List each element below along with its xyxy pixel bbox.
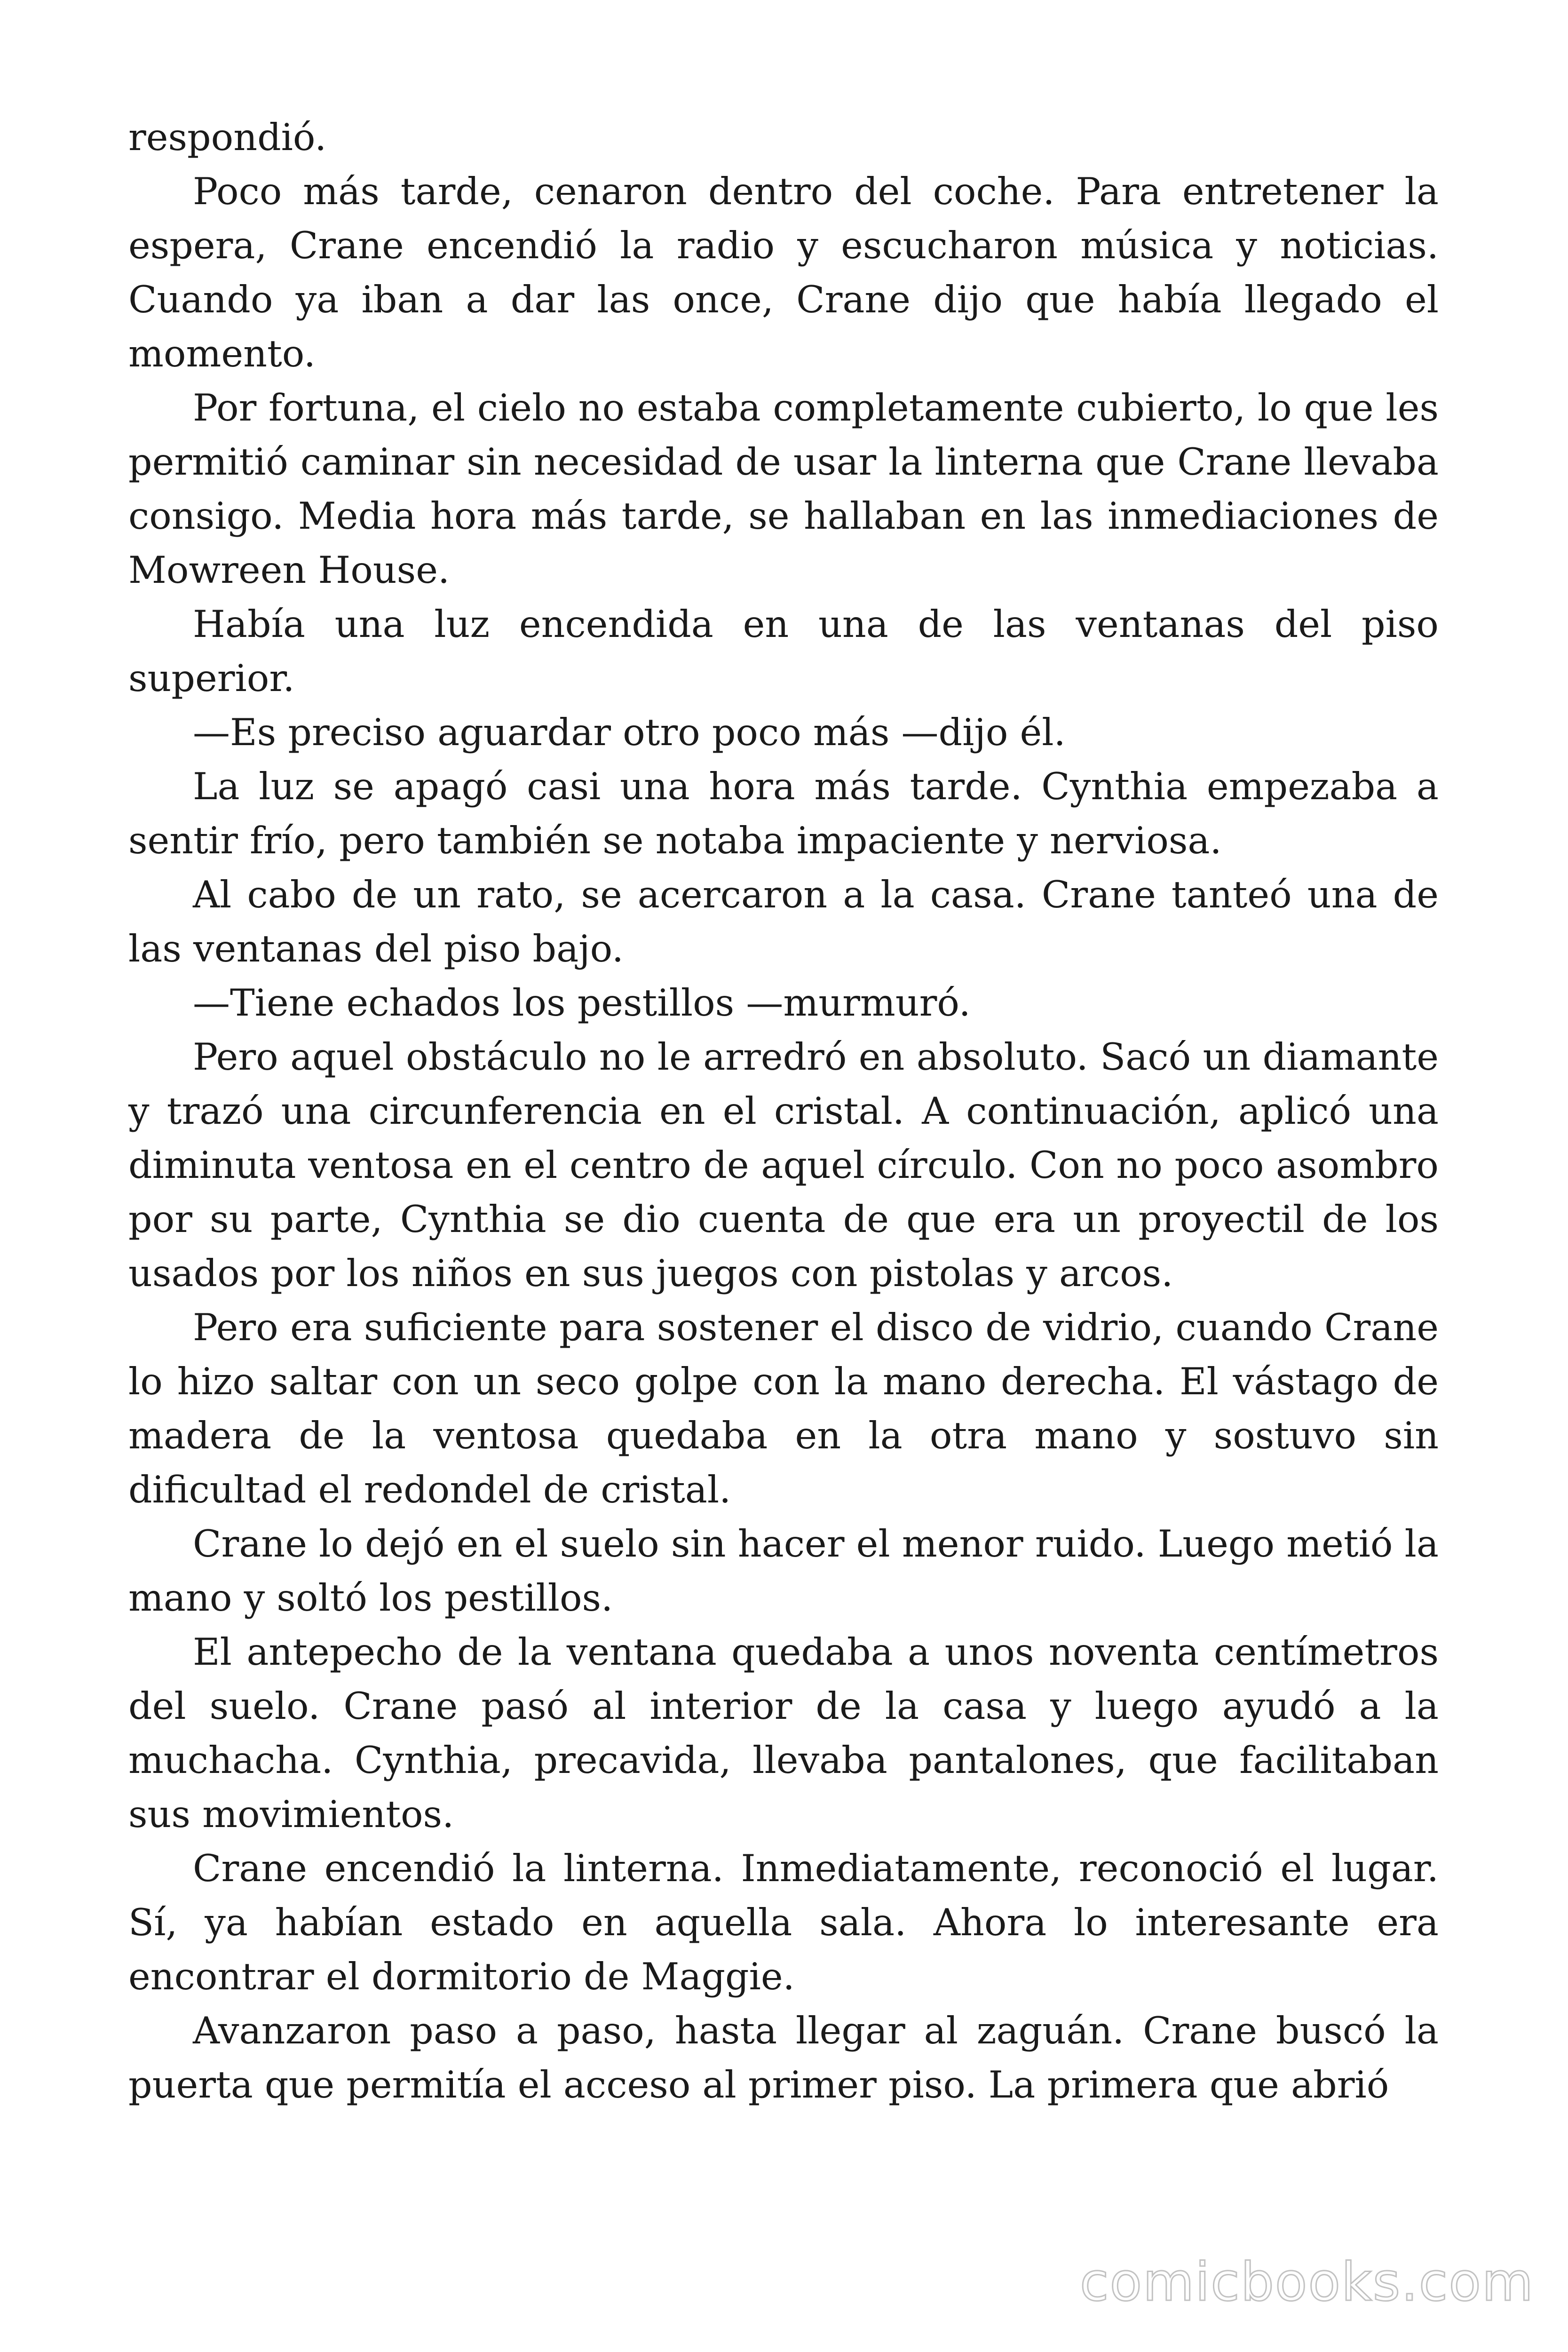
paragraph: Crane lo dejó en el suelo sin hacer el menor ruido. Luego metió la mano y soltó los pestillos. xyxy=(128,1522,1439,1620)
paragraph: Había una luz encendida en una de las ventanas del piso superior. xyxy=(128,603,1439,700)
paragraph: Poco más tarde, cenaron dentro del coche. Para entretener la espera, Crane encendió la radio y escucharon música y noticias. Cuando ya iban a dar las once, Crane dijo que había llegado el momento. xyxy=(128,170,1439,375)
paragraph: Al cabo de un rato, se acercaron a la casa. Crane tanteó una de las ventanas del piso bajo. xyxy=(128,873,1439,970)
page-body-text xyxy=(128,111,1439,2256)
paragraph: —Es preciso aguardar otro poco más —dijo él. xyxy=(193,711,1066,754)
paragraph: Por fortuna, el cielo no estaba completamente cubierto, lo que les permitió caminar sin necesidad de usar la linterna que Crane llevaba consigo. Media hora más tarde, se hallaban en las inmediaciones de Mowreen House. xyxy=(128,386,1439,592)
paragraph: La luz se apagó casi una hora más tarde. Cynthia empezaba a sentir frío, pero también se notaba impaciente y nerviosa. xyxy=(128,765,1439,862)
paragraph: Pero aquel obstáculo no le arredró en absoluto. Sacó un diamante y trazó una circunferencia en el cristal. A continuación, aplicó una diminuta ventosa en el centro de aquel círculo. Con no poco asombro por su parte, Cynthia se dio cuenta de que era un proyectil de los usados por los niños en sus juegos con pistolas y arcos. xyxy=(128,1035,1439,1295)
watermark: comicbooks.com xyxy=(1079,2252,1534,2313)
paragraph: Crane encendió la linterna. Inmediatamente, reconoció el lugar. Sí, ya habían estado en aquella sala. Ahora lo interesante era encontrar el dormitorio de Maggie. xyxy=(128,1847,1439,1998)
paragraph: respondió. xyxy=(128,116,327,159)
paragraph: —Tiene echados los pestillos —murmuró. xyxy=(193,981,971,1025)
paragraph: El antepecho de la ventana quedaba a unos noventa centímetros del suelo. Crane pasó al interior de la casa y luego ayudó a la muchacha. Cynthia, precavida, llevaba pantalones, que facilitaban sus movimientos. xyxy=(128,1630,1439,1836)
paragraph: Avanzaron paso a paso, hasta llegar al zaguán. Crane buscó la puerta que permitía el acceso al primer piso. La primera que abrió xyxy=(128,2009,1439,2106)
paragraph: Pero era suficiente para sostener el disco de vidrio, cuando Crane lo hizo saltar con un seco golpe con la mano derecha. El vástago de madera de la ventosa quedaba en la otra mano y sostuvo sin dificultad el redondel de cristal. xyxy=(128,1306,1439,1511)
